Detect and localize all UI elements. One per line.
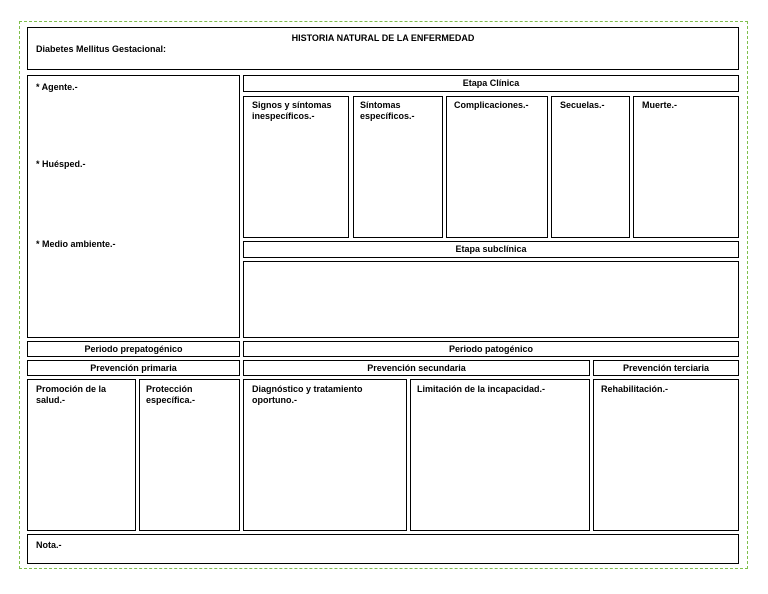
rehabilitacion-label: Rehabilitación.-: [601, 384, 669, 394]
secondary-prevention-title: Prevención secundaria: [367, 362, 466, 373]
header-box: [27, 27, 739, 70]
clinical-col-muerte: [633, 96, 739, 238]
subclinical-area: [243, 261, 739, 338]
complicaciones-label: Complicaciones.-: [454, 100, 529, 110]
clinical-stage-title: Etapa Clínica: [462, 78, 520, 88]
signos-label: Signos y síntomas inespecíficos.-: [252, 100, 332, 121]
pathogenic-period-title: Periodo patogénico: [448, 343, 533, 354]
clinical-col-signos: [243, 96, 349, 238]
secondary-prevention-header: [243, 360, 590, 376]
clinical-col-complicaciones: [446, 96, 548, 238]
proteccion-label: Protección específica.-: [146, 384, 196, 405]
prepathogenic-period-header: [27, 341, 240, 357]
nota-box: [27, 534, 739, 564]
secuelas-label: Secuelas.-: [560, 100, 605, 110]
rehabilitacion-box: [593, 379, 739, 531]
subclinical-stage-title: Etapa subclínica: [455, 244, 527, 254]
tertiary-prevention-title: Prevención terciaria: [622, 362, 710, 373]
sintomas-label: Síntomas específicos.-: [360, 100, 415, 121]
page-title: HISTORIA NATURAL DE LA ENFERMEDAD: [291, 33, 475, 43]
disease-label: Diabetes Mellitus Gestacional:: [36, 44, 167, 54]
agente-label: * Agente.-: [36, 82, 78, 92]
primary-prevention-title: Prevención primaria: [90, 362, 177, 373]
muerte-label: Muerte.-: [642, 100, 678, 110]
diagnostico-box: [243, 379, 407, 531]
primary-prevention-header: [27, 360, 240, 376]
huesped-label: * Huésped.-: [36, 159, 86, 169]
promocion-label: Promoción de la salud.-: [36, 384, 107, 405]
prepathogenic-period-title: Periodo prepatogénico: [84, 343, 183, 354]
clinical-col-secuelas: [551, 96, 630, 238]
clinical-stage-header: [243, 75, 739, 92]
nota-label: Nota.-: [36, 540, 62, 550]
promocion-box: [27, 379, 136, 531]
diagnostico-label: Diagnóstico y tratamiento oportuno.-: [252, 384, 363, 405]
subclinical-stage-header: [243, 241, 739, 258]
clinical-col-sintomas: [353, 96, 443, 238]
proteccion-box: [139, 379, 240, 531]
pathogenic-period-header: [243, 341, 739, 357]
tertiary-prevention-header: [593, 360, 739, 376]
limitacion-label: Limitación de la incapacidad.-: [417, 384, 546, 394]
medio-ambiente-label: * Medio ambiente.-: [36, 239, 116, 249]
left-panel: [27, 75, 240, 338]
limitacion-box: [410, 379, 590, 531]
